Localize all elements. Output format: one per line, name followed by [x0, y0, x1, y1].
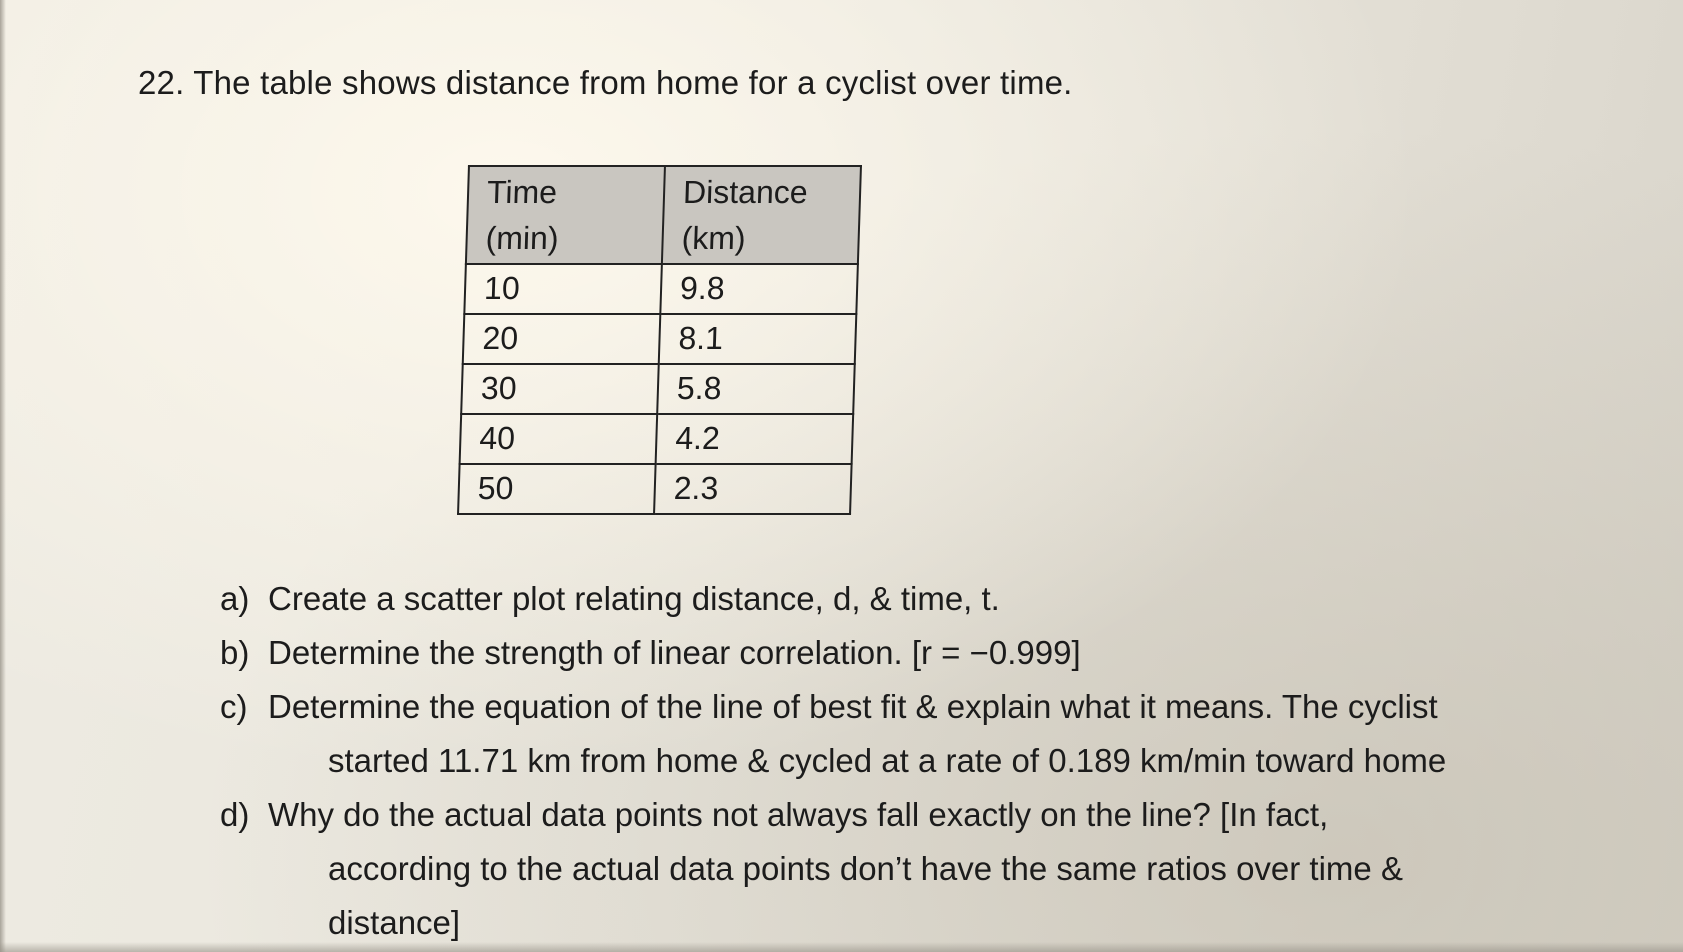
- data-table: [457, 165, 862, 515]
- cell-time: 10: [464, 264, 662, 314]
- cell-distance: 5.8: [657, 364, 855, 414]
- cell-time: 40: [460, 414, 658, 464]
- question-text: Determine the strength of linear correlation. [r = −0.999]: [268, 634, 1081, 671]
- question-text-line: according to the actual data points don’t have the same ratios over time &: [328, 850, 1403, 887]
- question-b: [220, 626, 1446, 680]
- table-row: [464, 264, 858, 314]
- question-list: [220, 572, 1446, 950]
- question-label: a): [220, 580, 250, 617]
- header-time-line2: (min): [485, 220, 560, 256]
- header-distance-line1: Distance: [682, 174, 809, 210]
- problem-title: 22. The table shows distance from home for a cyclist over time.: [138, 64, 1073, 101]
- cell-distance: 8.1: [659, 314, 857, 364]
- table-row: [458, 464, 852, 514]
- header-time: [466, 166, 665, 264]
- header-time-line1: Time: [486, 174, 558, 210]
- table-row: [461, 364, 855, 414]
- cell-distance: 4.2: [656, 414, 854, 464]
- question-a: [220, 572, 1446, 626]
- cell-distance: 9.8: [660, 264, 858, 314]
- table-row: [463, 314, 857, 364]
- question-text-line: started 11.71 km from home & cycled at a rate of 0.189 km/min toward home: [328, 742, 1447, 779]
- table-row: [460, 414, 854, 464]
- table-header-row: [466, 166, 861, 264]
- question-label: c): [220, 688, 248, 725]
- question-label: d): [220, 796, 250, 833]
- question-label: b): [220, 634, 250, 671]
- cell-time: 30: [461, 364, 659, 414]
- question-text-line: distance]: [328, 904, 461, 941]
- cell-distance: 2.3: [654, 464, 852, 514]
- header-distance-line2: (km): [681, 220, 747, 256]
- cell-time: 20: [463, 314, 661, 364]
- cell-time: 50: [458, 464, 656, 514]
- question-text: Create a scatter plot relating distance, d, & time, t.: [268, 580, 1000, 617]
- question-d: [220, 788, 1446, 950]
- question-text-line: Why do the actual data points not always fall exactly on the line? [In fact,: [268, 796, 1329, 833]
- question-text-line: Determine the equation of the line of best fit & explain what it means. The cyclist: [268, 688, 1438, 725]
- header-distance: [662, 166, 861, 264]
- question-c: [220, 680, 1446, 788]
